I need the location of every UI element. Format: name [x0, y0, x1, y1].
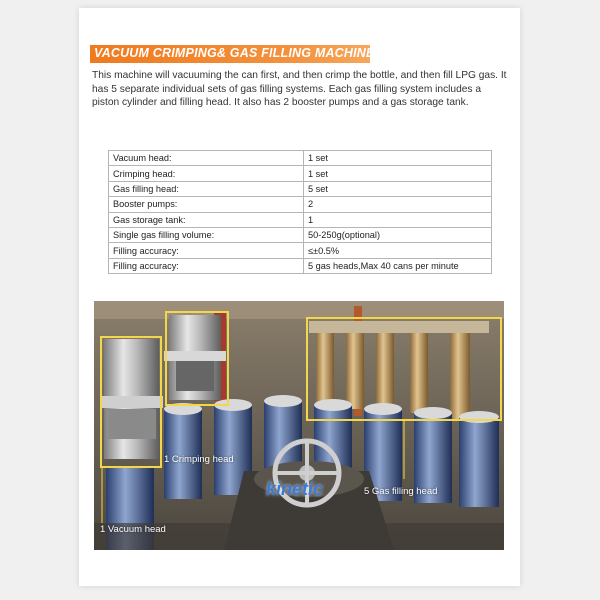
intro-paragraph: This machine will vacuuming the can first, and then crimp the bottle, and then fill LPG gas. It has 5 separate individual sets of gas filling systems. Each gas filling system includes a piston cylinder and filling head. It also has 2 booster pumps and a gas storage tank.	[92, 70, 507, 108]
table-row	[109, 166, 492, 181]
spec-value: 5 set	[304, 181, 492, 196]
kinetic-logo: kinetic	[266, 479, 324, 499]
spec-value: 1 set	[304, 166, 492, 181]
table-row	[109, 227, 492, 242]
machine-photo	[94, 301, 504, 550]
table-row	[109, 258, 492, 273]
table-row	[109, 212, 492, 227]
spec-table	[108, 150, 492, 274]
spec-label: Single gas filling volume:	[109, 227, 304, 242]
section-heading: VACUUM CRIMPING& GAS FILLING MACHINE:	[94, 46, 379, 60]
spec-value: 5 gas heads,Max 40 cans per minute	[304, 258, 492, 273]
gas-filling-head-label: 5 Gas filling head	[364, 486, 438, 497]
spec-label: Filling accuracy:	[109, 243, 304, 258]
table-row	[109, 197, 492, 212]
spec-label: Filling accuracy:	[109, 258, 304, 273]
spec-value: ≤±0.5%	[304, 243, 492, 258]
spec-label: Gas storage tank:	[109, 212, 304, 227]
spec-label: Gas filling head:	[109, 181, 304, 196]
table-row	[109, 243, 492, 258]
spec-label: Vacuum head:	[109, 151, 304, 166]
table-row	[109, 181, 492, 196]
vacuum-head-label: 1 Vacuum head	[100, 524, 166, 535]
spec-value: 2	[304, 197, 492, 212]
spec-value: 50-250g(optional)	[304, 227, 492, 242]
spec-value: 1	[304, 212, 492, 227]
spec-label: Booster pumps:	[109, 197, 304, 212]
machine-illustration	[94, 301, 504, 550]
crimping-head-label: 1 Crimping head	[164, 454, 234, 465]
table-row	[109, 151, 492, 166]
spec-label: Crimping head:	[109, 166, 304, 181]
heading-banner	[90, 45, 379, 63]
spec-value: 1 set	[304, 151, 492, 166]
